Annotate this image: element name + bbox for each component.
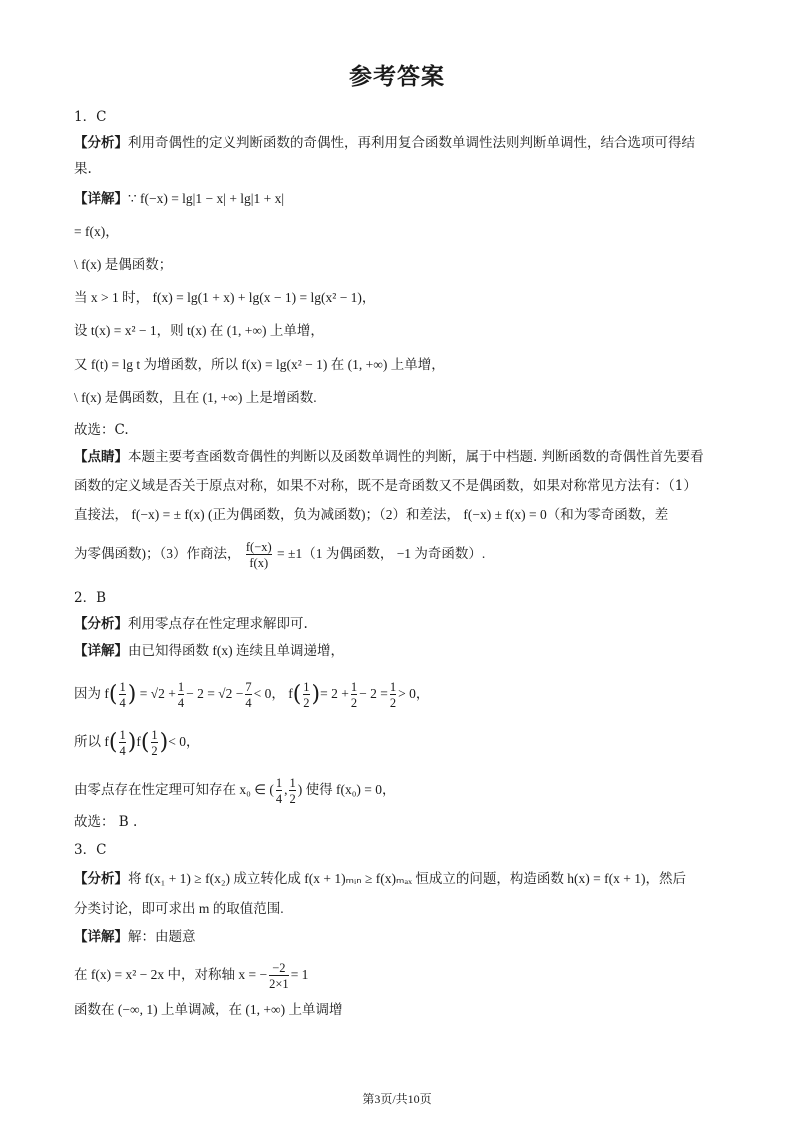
q1-detail-4: 当 x > 1 时， f(x) = lg(1 + x) + lg(x − 1) = lg(x² − 1)， [74, 290, 376, 305]
q1-analysis [74, 133, 695, 153]
frac-num: 1 [275, 776, 283, 790]
paren-open: ( [108, 730, 118, 755]
paren-close: ) [311, 682, 321, 707]
q1-detail-3: \ f(x) 是偶函数； [74, 257, 173, 272]
q3-detail-tag: 【详解】 [74, 929, 128, 945]
frac-num: 1 [119, 728, 126, 742]
page-footer: 第3页/共10页 [362, 1092, 432, 1106]
frac-num: 1 [289, 776, 296, 790]
page-title: 参考答案 [349, 64, 445, 90]
frac-num: 1 [350, 680, 358, 694]
q1-detail-1-text: ∵ f(−x) = lg|1 − x| + lg|1 + x| [128, 191, 285, 206]
q2-detail-4a: 由零点存在性定理可知存在 x₀ ∈ ( [74, 782, 274, 798]
q2-detail-2g: > 0， [398, 686, 430, 702]
q1-detail-2: = f(x)， [74, 224, 119, 239]
q1-detail-7: \ f(x) 是偶函数，且在 (1, +∞) 上是增函数. [74, 390, 317, 405]
frac-one-half-2 [351, 680, 357, 710]
q1-analysis-cont: 果. [74, 161, 92, 177]
frac-one-quarter [119, 680, 125, 710]
q2-detail-3c: < 0， [168, 734, 200, 750]
paren-close: ) [127, 682, 137, 707]
q2-choice: 故选： B . [74, 814, 138, 830]
q1-remark-tag: 【点睛】 [74, 449, 128, 465]
q3-detail-2b: = 1 [290, 967, 309, 983]
q1-quotient-den: f(x) [246, 554, 272, 570]
q2-detail-2f: − 2 = [359, 686, 388, 702]
q1-remark-3: 直接法， f(−x) = ± f(x) (正为偶函数，负为减函数)；（2）和差法， f(−x) ± f(x) = 0（和为零奇函数，差 [74, 507, 669, 522]
frac-den: 4 [245, 696, 252, 710]
q2-detail-2c: − 2 = √2 − [186, 686, 244, 702]
frac-one-quarter-2 [178, 680, 184, 710]
q2-detail-2b: = √2 + [139, 686, 176, 702]
frac-den: 2 [151, 744, 158, 758]
frac-one-half-4 [151, 728, 157, 758]
paren-open: ( [108, 682, 118, 707]
q1-detail-6: 又 f(t) = lg t 为增函数，所以 f(x) = lg(x² − 1) 在 (1, +∞) 上单增， [74, 357, 445, 372]
q2-detail-tag: 【详解】 [74, 643, 128, 658]
frac-one-quarter-4 [276, 776, 282, 806]
q2-detail-1-text: 由已知得函数 f(x) 连续且单调递增， [128, 643, 344, 658]
paren-open: ( [292, 682, 302, 707]
q1-remark-1 [74, 447, 704, 467]
q1-remark-1-text: 本题主要考查函数奇偶性的判断以及函数单调性的判断，属于中档题. 判断函数的奇偶性首先要看 [128, 449, 704, 465]
q2-detail-2d: < 0， f [253, 686, 293, 702]
frac-den: 2×1 [269, 977, 289, 991]
frac-one-half [303, 680, 309, 710]
frac-num: 1 [177, 680, 185, 694]
q2-detail-3b: f [136, 734, 141, 750]
q1-quotient-fraction [246, 540, 272, 570]
q1-quotient-num: f(−x) [245, 540, 272, 554]
q1-remark-4a: 为零偶函数)；（3）作商法， [74, 546, 241, 562]
frac-num: −2 [272, 961, 286, 975]
q3-detail-2a: 在 f(x) = x² − 2x 中，对称轴 x = − [74, 967, 268, 983]
frac-num: 1 [151, 728, 158, 742]
q2-detail-4c: ) 使得 f(x₀) = 0， [297, 782, 396, 798]
q3-detail-1-text: 解：由题意 [128, 929, 196, 945]
frac-den: 4 [119, 696, 126, 710]
q3-detail-1 [74, 927, 196, 947]
q1-detail-tag: 【详解】 [74, 191, 128, 207]
frac-num: 1 [119, 680, 126, 694]
paren-open: ( [140, 730, 150, 755]
q3-analysis-tag: 【分析】 [74, 871, 128, 886]
q1-detail-5: 设 t(x) = x² − 1，则 t(x) 在 (1, +∞) 上单增， [74, 323, 324, 338]
q2-detail-2 [74, 680, 429, 710]
q3-analysis-cont: 分类讨论，即可求出 m 的取值范围. [74, 901, 284, 916]
q3-answer: 3．C [74, 842, 107, 858]
q2-detail-1 [74, 641, 344, 661]
q2-analysis [74, 614, 308, 634]
q2-analysis-text: 利用零点存在性定理求解即可. [128, 616, 308, 632]
frac-den: 2 [389, 696, 397, 710]
paren-close: ) [127, 730, 137, 755]
frac-one-quarter-3 [119, 728, 125, 758]
frac-seven-quarter [245, 680, 251, 710]
frac-one-half-5 [289, 776, 295, 806]
q2-detail-2e: = 2 + [320, 686, 349, 702]
q1-choice: 故选：C. [74, 422, 129, 438]
q1-remark-2: 函数的定义域是否关于原点对称，如果不对称，既不是奇函数又不是偶函数，如果对称常见方法有：（1） [74, 478, 697, 494]
q2-detail-4b: , [284, 782, 288, 798]
frac-den: 2 [350, 696, 358, 710]
frac-den: 4 [275, 792, 283, 806]
q2-detail-4 [74, 776, 396, 806]
q1-remark-4 [74, 540, 485, 570]
paren-close: ) [159, 730, 169, 755]
frac-one-half-3 [390, 680, 396, 710]
q1-analysis-text: 利用奇偶性的定义判断函数的奇偶性，再利用复合函数单调性法则判断单调性，结合选项可得结 [128, 135, 695, 151]
frac-num: 1 [389, 680, 397, 694]
frac-num: 1 [303, 680, 310, 694]
q1-answer: 1．C [74, 109, 107, 125]
frac-den: 2 [289, 792, 296, 806]
q1-analysis-tag: 【分析】 [74, 135, 128, 151]
q3-axis-fraction [269, 961, 289, 991]
q2-detail-3 [74, 728, 200, 758]
q2-detail-2a: 因为 f [74, 686, 109, 702]
q1-remark-4b: = ±1（1 为偶函数， −1 为奇函数）. [277, 546, 486, 562]
q2-analysis-tag: 【分析】 [74, 616, 128, 632]
frac-den: 4 [177, 696, 185, 710]
q3-detail-3: 函数在 (−∞, 1) 上单调减，在 (1, +∞) 上单调增 [74, 1002, 343, 1017]
q2-answer: 2．B [74, 590, 107, 606]
q2-detail-3a: 所以 f [74, 734, 109, 750]
q3-analysis-text: 将 f(x₁ + 1) ≥ f(x₂) 成立转化成 f(x + 1)ₘᵢₙ ≥ f(x)ₘₐₓ 恒成立的问题，构造函数 h(x) = f(x + 1)，然后 [128, 871, 687, 886]
q1-detail-1 [74, 189, 284, 209]
frac-den: 2 [303, 696, 310, 710]
q3-analysis [74, 869, 686, 889]
q3-detail-2 [74, 961, 308, 991]
frac-num: 7 [245, 680, 252, 694]
frac-den: 4 [119, 744, 126, 758]
